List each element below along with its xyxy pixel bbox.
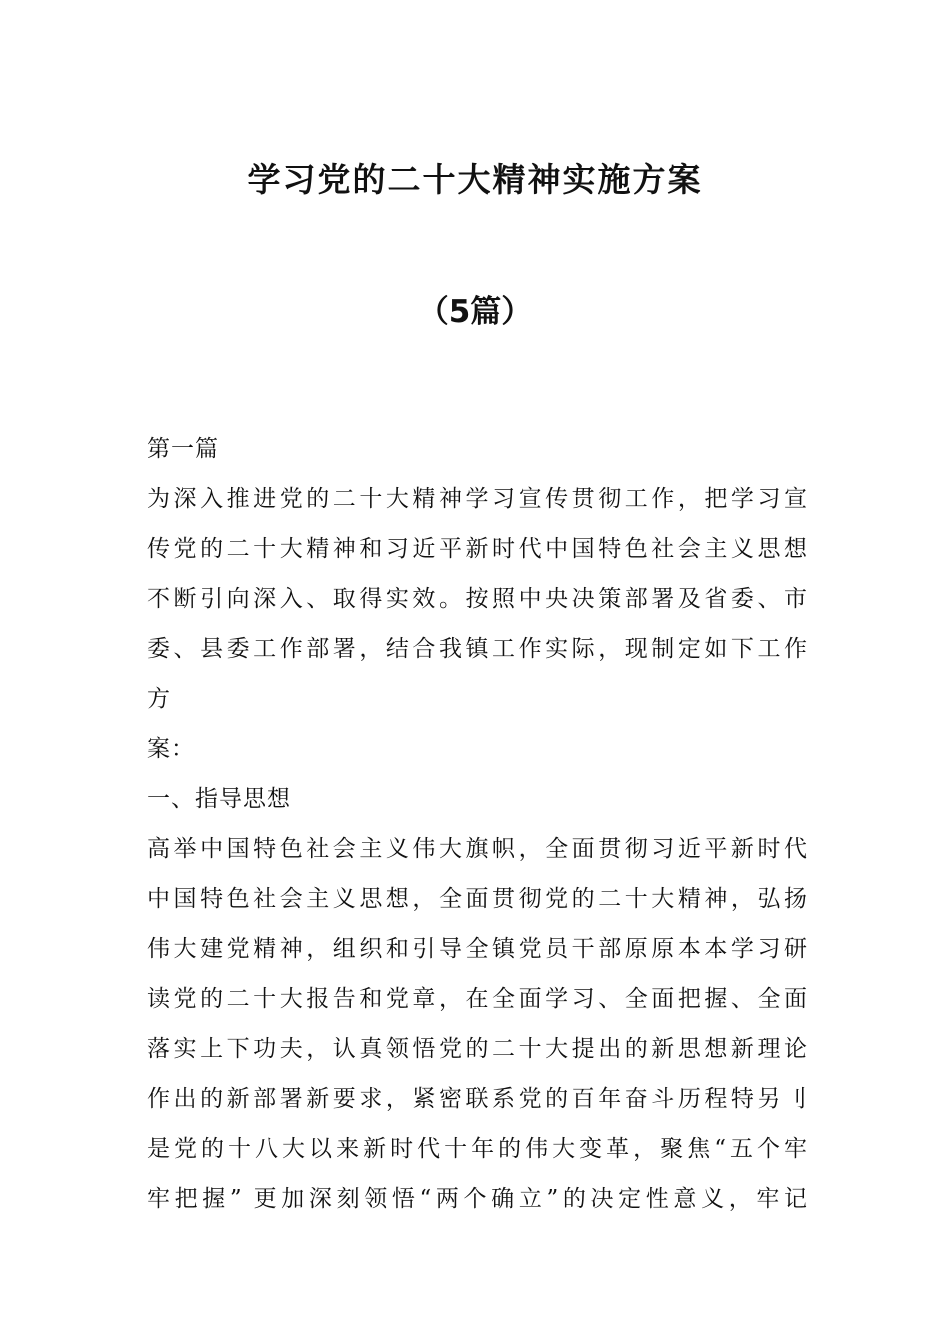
section-heading-first: 第一篇 — [147, 436, 219, 462]
document-subtitle: （5篇） — [417, 294, 533, 330]
document-body — [147, 424, 807, 1224]
paragraph-line: 传党的二十大精神和习近平新时代中国特色社会主义思想 — [147, 536, 807, 562]
paragraph-line: 牢把握” 更加深刻领悟“两个确立”的决定性意义，牢记 — [147, 1186, 807, 1212]
paragraph-line: 不断引向深入、取得实效。按照中央决策部署及省委、市 — [147, 586, 807, 612]
document-title: 学习党的二十大精神实施方案 — [247, 160, 703, 199]
paragraph-line: 案： — [147, 736, 195, 762]
paragraph-line: 是党的十八大以来新时代十年的伟大变革，聚焦“五个牢 — [147, 1136, 807, 1162]
section-heading-guiding-thought: 一、指导思想 — [147, 786, 291, 812]
paragraph-line: 委、县委工作部署，结合我镇工作实际，现制定如下工作 — [147, 636, 807, 662]
paragraph-line: 高举中国特色社会主义伟大旗帜，全面贯彻习近平新时代 — [147, 836, 807, 862]
paragraph-line: 伟大建党精神，组织和引导全镇党员干部原原本本学习研 — [147, 936, 807, 962]
paragraph-line: 方 — [147, 686, 171, 712]
paragraph-line: 为深入推进党的二十大精神学习宣传贯彻工作，把学习宣 — [147, 486, 807, 512]
paragraph-line: 读党的二十大报告和党章，在全面学习、全面把握、全面 — [147, 986, 807, 1012]
paragraph-line: 落实上下功夫，认真领悟党的二十大提出的新思想新理论 — [147, 1036, 807, 1062]
paragraph-line: 作出的新部署新要求，紧密联系党的百年奋斗历程特另刂 — [147, 1086, 807, 1112]
paragraph-line: 中国特色社会主义思想，全面贯彻党的二十大精神，弘扬 — [147, 886, 807, 912]
